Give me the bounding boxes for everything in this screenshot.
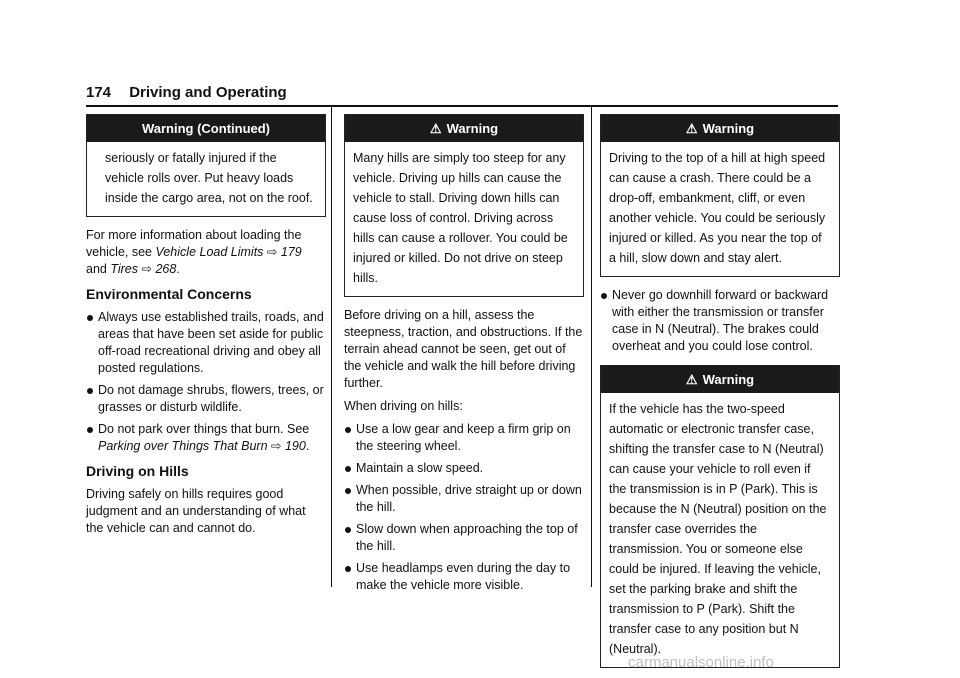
warning-box-hill-top [600, 114, 840, 277]
when-driving-paragraph: When driving on hills: [344, 399, 463, 413]
warning-text: seriously or fatally injured if the vehicle rolls over. Put heavy loads inside the cargo area, not on the roof. [105, 151, 313, 205]
heading-environmental-concerns: Environmental Concerns [86, 286, 252, 302]
warning-header: ⚠ Warning [345, 115, 583, 142]
list-item: Use a low gear and keep a firm grip on the steering wheel. [344, 421, 584, 455]
page-number: 174 [86, 84, 112, 101]
list-item: Use headlamps even during the day to make the vehicle more visible. [344, 560, 584, 594]
page-ref-190[interactable]: 190 [284, 439, 306, 453]
bullet-icon [345, 427, 351, 433]
downhill-list [600, 287, 840, 355]
warning-header: ⚠ Warning [601, 366, 839, 393]
warning-text: Many hills are simply too steep for any vehicle. Driving up hills can cause the vehicle to stall. Driving down hills can cause loss of control. Driving across hills can cause a rollover. You could be injured or killed. Do not drive on steep hills. [353, 151, 568, 285]
page-ref-arrow-icon: ⇨ [141, 262, 152, 276]
assess-paragraph: Before driving on a hill, assess the steepness, traction, and obstructions. If the terrain ahead cannot be seen, get out of the vehicle and walk the hill before driving further. [344, 308, 583, 390]
environmental-list [86, 309, 326, 455]
bullet-icon [87, 427, 93, 433]
list-item: Do not damage shrubs, flowers, trees, or grasses or disturb wildlife. [86, 382, 326, 416]
page-ref-268[interactable]: 268 [155, 262, 177, 276]
column-divider-left [331, 107, 332, 587]
list-item: Maintain a slow speed. [344, 460, 584, 477]
list-item: Always use established trails, roads, and areas that have been set aside for public off-road recreational driving and obey all posted regulations. [86, 309, 326, 377]
page-ref-arrow-icon: ⇨ [266, 245, 278, 259]
warning-text: Driving to the top of a hill at high speed can cause a crash. There could be a drop-off, embankment, cliff, or even another vehicle. You could be seriously injured or killed. As you near the top of a hill, slow down and stay alert. [609, 151, 826, 265]
warning-box-steep-hills [344, 114, 584, 297]
page-ref-179[interactable]: 179 [280, 245, 302, 259]
column-1 [86, 114, 326, 543]
bullet-icon [601, 293, 607, 299]
watermark: carmanualsonline.info [628, 654, 774, 671]
bullet-icon [345, 488, 351, 494]
warning-text: If the vehicle has the two-speed automatic or electronic transfer case, shifting the transfer case to N (Neutral) can cause your vehicle to roll even if the transmission is in P (Park). This is because the N (Neutral) position on the transfer case overrides the transmission. You or someone else could be injured. If leaving the vehicle, set the parking brake and shift the transmission to P (Park). Shift the transfer case to any position but N (Neutral). [609, 402, 827, 656]
bullet-icon [87, 315, 93, 321]
warning-header: ⚠ Warning [601, 115, 839, 142]
warning-triangle-icon: ⚠ [685, 372, 698, 387]
list-item: Never go downhill forward or backward with either the transmission or transfer case in N (Neutral). The brakes could overheat and you could lose control. [600, 287, 840, 355]
bullet-icon [87, 388, 93, 394]
hills-intro-paragraph: Driving safely on hills requires good judgment and an understanding of what the vehicle can and cannot do. [86, 487, 306, 535]
page-ref-arrow-icon: ⇨ [271, 439, 282, 453]
heading-driving-on-hills: Driving on Hills [86, 463, 189, 479]
column-divider-right [591, 107, 592, 587]
warning-triangle-icon: ⚠ [429, 121, 442, 136]
warning-triangle-icon: ⚠ [685, 121, 698, 136]
link-tires[interactable]: Tires [110, 262, 139, 276]
list-item: When possible, drive straight up or down the hill. [344, 482, 584, 516]
list-item: Do not park over things that burn. See Parking over Things That Burn ⇨ 190. [86, 421, 326, 455]
link-vehicle-load-limits[interactable]: Vehicle Load Limits [155, 245, 264, 259]
warning-header: Warning (Continued) [87, 115, 325, 142]
loading-info-paragraph: For more information about loading the vehicle, see Vehicle Load Limits ⇨ 179 and Tires ⇨ 268. [86, 228, 302, 276]
bullet-icon [345, 466, 351, 472]
column-2 [344, 114, 584, 599]
hill-driving-list [344, 421, 584, 594]
section-title: Driving and Operating [129, 84, 287, 101]
bullet-icon [345, 527, 351, 533]
bullet-icon [345, 566, 351, 572]
link-parking-over-things[interactable]: Parking over Things That Burn [98, 439, 268, 453]
warning-box-transfer-case [600, 365, 840, 668]
header-rule [86, 105, 838, 107]
list-item: Slow down when approaching the top of the hill. [344, 521, 584, 555]
column-3 [600, 114, 840, 678]
page-header [86, 84, 287, 101]
warning-box-continued [86, 114, 326, 217]
